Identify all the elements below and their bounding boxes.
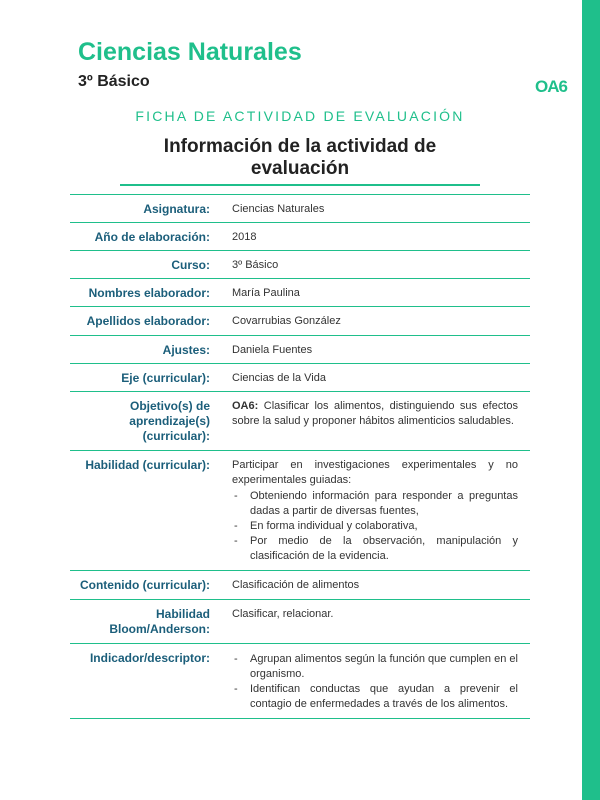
row-label: Asignatura: — [70, 195, 232, 223]
subject-title: Ciencias Naturales — [78, 38, 302, 66]
table-row — [70, 451, 530, 571]
row-label: Nombres elaborador: — [70, 279, 232, 307]
row-label: Objetivo(s) de aprendizaje(s) (curricular): — [70, 392, 232, 451]
row-value: María Paulina — [232, 279, 530, 307]
table-row — [70, 364, 530, 392]
row-label: Apellidos elaborador: — [70, 307, 232, 336]
row-value — [232, 644, 530, 719]
row-label: Curso: — [70, 251, 232, 279]
row-value: Daniela Fuentes — [232, 336, 530, 364]
row-label: Habilidad Bloom/Anderson: — [70, 600, 232, 644]
row-value: Covarrubias González — [232, 307, 530, 336]
row-value: Clasificación de alimentos — [232, 571, 530, 600]
list-item: - Agrupan alimentos según la función que cumplen en el organismo. — [232, 652, 518, 682]
row-label: Indicador/descriptor: — [70, 644, 232, 719]
objective-text: Clasificar los alimentos, distinguiendo sus efectos sobre la salud y proponer hábitos alimenticios saludables. — [232, 400, 518, 427]
row-label: Habilidad (curricular): — [70, 451, 232, 571]
list-item: - Obteniendo información para responder a preguntas dadas a partir de diversas fuentes, — [232, 489, 518, 519]
row-value: Clasificar, relacionar. — [232, 600, 530, 644]
row-value: 2018 — [232, 223, 530, 251]
row-label: Año de elaboración: — [70, 223, 232, 251]
row-value — [232, 392, 530, 451]
table-row — [70, 307, 530, 336]
sheet-title: Información de la actividad de evaluación — [163, 136, 437, 179]
table-row — [70, 195, 530, 223]
table-row — [70, 392, 530, 451]
table-row — [70, 600, 530, 644]
table-row — [70, 336, 530, 364]
row-label: Contenido (curricular): — [70, 571, 232, 600]
skill-intro: Participar en investigaciones experimentales y no experimentales guiadas: — [232, 459, 518, 486]
row-value: Ciencias de la Vida — [232, 364, 530, 392]
info-table — [70, 194, 530, 719]
row-label: Eje (curricular): — [70, 364, 232, 392]
sheet-title-block — [120, 136, 480, 186]
list-item: - En forma individual y colaborativa, — [232, 519, 518, 534]
table-row — [70, 223, 530, 251]
table-row — [70, 644, 530, 719]
list-item: - Identifican conductas que ayudan a prevenir el contagio de enfermedades a través de los alimentos. — [232, 682, 518, 712]
table-row — [70, 571, 530, 600]
row-value — [232, 451, 530, 571]
table-row — [70, 251, 530, 279]
oa-code-badge: OA6 — [535, 77, 567, 96]
list-item: - Por medio de la observación, manipulación y clasificación de la evidencia. — [232, 534, 518, 564]
row-label: Ajustes: — [70, 336, 232, 364]
grade-label: 3º Básico — [78, 73, 150, 90]
row-value: Ciencias Naturales — [232, 195, 530, 223]
indicator-list — [232, 652, 518, 712]
sheet-type-heading: FICHA DE ACTIVIDAD DE EVALUACIÓN — [135, 108, 465, 124]
objective-code: OA6: — [232, 400, 259, 412]
title-underline — [120, 184, 480, 186]
row-value: 3º Básico — [232, 251, 530, 279]
skill-list — [232, 489, 518, 564]
table-row — [70, 279, 530, 307]
